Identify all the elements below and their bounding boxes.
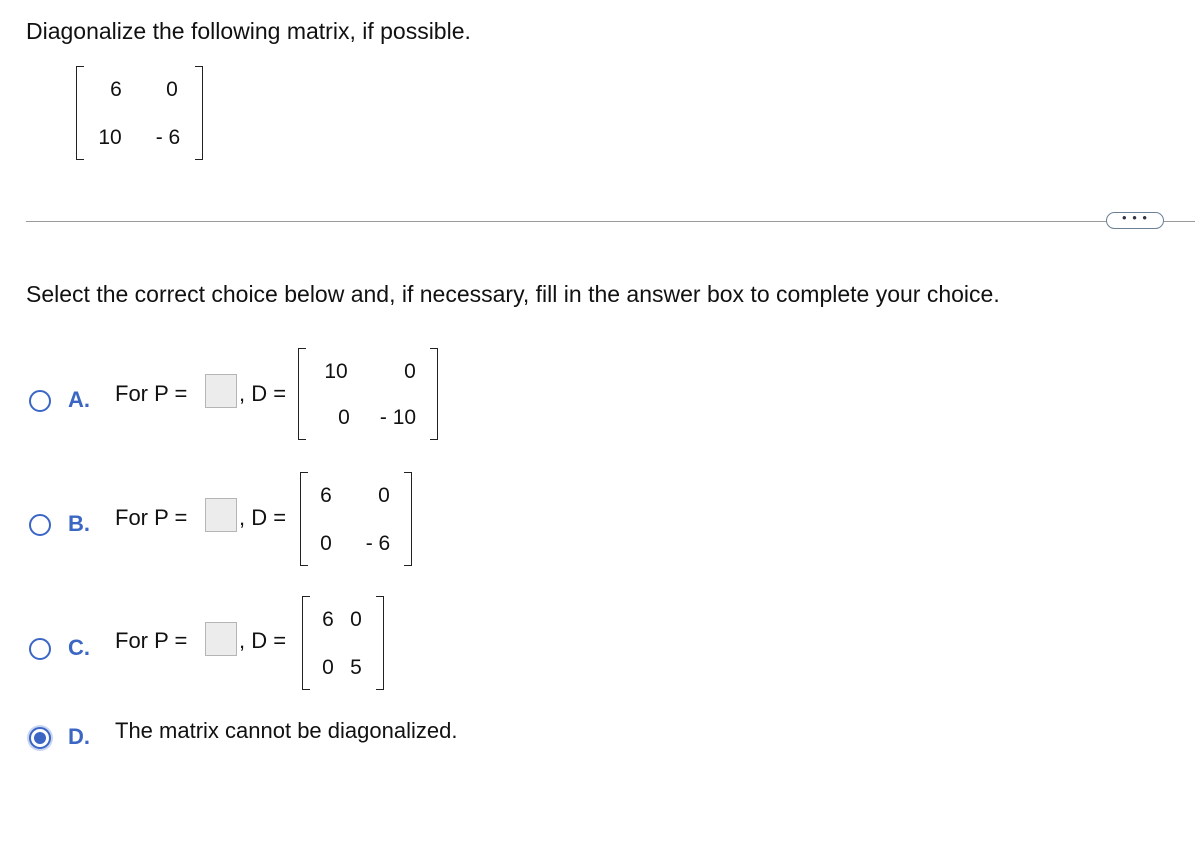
matrix-right-bracket — [376, 596, 384, 690]
d-matrix-b — [300, 472, 412, 566]
matrix-cell: 0 — [404, 360, 416, 383]
d-label: , D = — [239, 628, 287, 653]
radio-button-a[interactable] — [29, 390, 51, 412]
choice-letter-d: D. — [68, 724, 90, 749]
p-answer-box-c[interactable] — [205, 622, 237, 656]
given-matrix — [76, 66, 203, 160]
for-p-label: For P = — [115, 628, 188, 653]
matrix-cell: 0 — [322, 656, 334, 679]
matrix-right-bracket — [404, 472, 412, 566]
choice-letter-c: C. — [68, 635, 90, 660]
radio-button-d[interactable] — [29, 727, 51, 749]
matrix-right-bracket — [195, 66, 203, 160]
choice-d-text: The matrix cannot be diagonalized. — [115, 718, 458, 743]
d-label: , D = — [239, 505, 287, 530]
matrix-cell: 0 — [166, 78, 178, 101]
matrix-cell: 5 — [350, 656, 362, 679]
choice-letter-b: B. — [68, 511, 90, 536]
p-answer-box-b[interactable] — [205, 498, 237, 532]
matrix-cell: 6 — [322, 608, 334, 631]
matrix-left-bracket — [76, 66, 84, 160]
question-text: Diagonalize the following matrix, if possible. — [26, 18, 471, 44]
matrix-cell: 6 — [110, 78, 122, 101]
section-divider — [26, 221, 1195, 222]
matrix-cell: 10 — [98, 126, 122, 149]
matrix-left-bracket — [298, 348, 306, 440]
choice-letter-a: A. — [68, 387, 90, 412]
matrix-left-bracket — [302, 596, 310, 690]
matrix-cell: 0 — [338, 406, 350, 429]
d-matrix-a — [298, 348, 438, 440]
radio-button-b[interactable] — [29, 514, 51, 536]
matrix-cell: 0 — [350, 608, 362, 631]
more-options-button[interactable]: • • • — [1106, 212, 1164, 229]
radio-button-c[interactable] — [29, 638, 51, 660]
p-answer-box-a[interactable] — [205, 374, 237, 408]
matrix-left-bracket — [300, 472, 308, 566]
for-p-label: For P = — [115, 381, 188, 406]
matrix-cell: 6 — [320, 484, 332, 507]
matrix-right-bracket — [430, 348, 438, 440]
matrix-cell: - 6 — [365, 532, 391, 555]
matrix-cell: 0 — [320, 532, 332, 555]
matrix-cell: - 10 — [379, 406, 417, 429]
for-p-label: For P = — [115, 505, 188, 530]
instruction-text: Select the correct choice below and, if necessary, fill in the answer box to complete your choice. — [26, 281, 1000, 307]
matrix-cell: 0 — [378, 484, 390, 507]
matrix-cell: 10 — [324, 360, 348, 383]
d-matrix-c — [302, 596, 384, 690]
d-label: , D = — [239, 381, 287, 406]
matrix-cell: - 6 — [155, 126, 181, 149]
